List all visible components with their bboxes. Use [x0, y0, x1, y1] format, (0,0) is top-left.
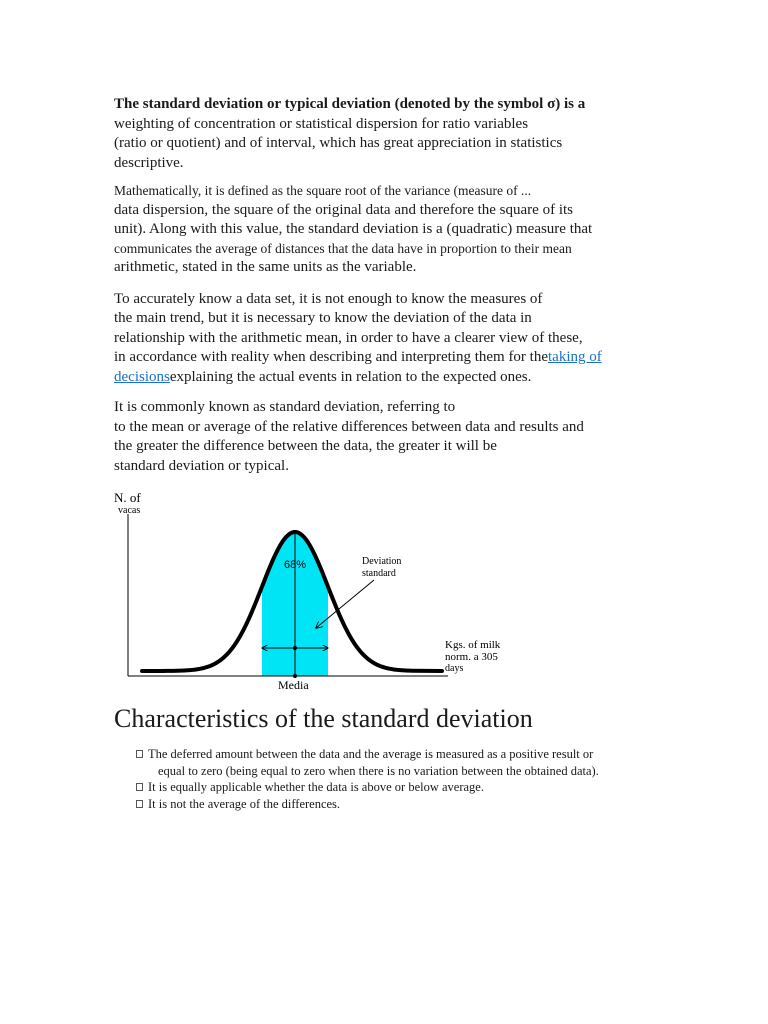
normal-curve-diagram: [112, 486, 532, 696]
text-fragment: in accordance with reality when describing and interpreting them for the: [114, 349, 549, 365]
deviation-label-line2: standard: [362, 568, 396, 579]
text-line: To accurately know a data set, it is not enough to know the measures of: [114, 290, 543, 307]
paragraph-mathematical: [114, 182, 674, 278]
bullet-box-icon: [136, 800, 143, 808]
normal-distribution-figure: [112, 486, 532, 696]
list-item-text: It is not the average of the differences.: [148, 796, 341, 811]
x-axis-label-line3: days: [445, 663, 464, 674]
definition-heading-line: The standard deviation or typical deviation (denoted by the symbol σ) is a: [114, 96, 586, 112]
text-line: Mathematically, it is defined as the square root of the variance (measure of ...: [114, 183, 532, 198]
deviation-label-line1: Deviation: [362, 556, 402, 567]
x-axis-label-line1: Kgs. of milk: [445, 639, 501, 651]
text-line: descriptive.: [114, 154, 184, 171]
list-item-text: It is equally applicable whether the data is above or below average.: [148, 780, 484, 794]
text-line: the greater the difference between the data, the greater it will be: [114, 438, 497, 454]
list-item-text-continued: equal to zero (being equal to zero when there is no variation between the obtained data).: [158, 763, 599, 778]
text-line: (ratio or quotient) and of interval, which has great appreciation in statistics: [114, 135, 563, 151]
percent-label: 68%: [284, 559, 307, 571]
paragraph-definition: [114, 95, 674, 173]
bullet-box-icon: [136, 750, 143, 758]
x-axis-label-line2: norm. a 305: [445, 651, 498, 663]
text-fragment: explaining the actual events in relation to the expected ones.: [169, 368, 532, 385]
text-line: relationship with the arithmetic mean, in order to have a clearer view of these,: [114, 329, 583, 346]
mean-label: Media: [278, 678, 309, 692]
decision-making-link[interactable]: taking of: [548, 349, 602, 365]
section-title: Characteristics of the standard deviation: [114, 704, 533, 733]
text-line: weighting of concentration or statistical dispersion for ratio variables: [114, 115, 529, 132]
bullet-box-icon: [136, 783, 143, 791]
text-line: communicates the average of distances that the data have in proportion to their mean: [114, 240, 572, 256]
text-line: the main trend, but it is necessary to know the deviation of the data in: [114, 310, 532, 326]
text-line: [114, 348, 674, 368]
list-item: [114, 796, 674, 813]
text-line: unit). Along with this value, the standard deviation is a (quadratic) measure that: [114, 221, 593, 237]
text-line: standard deviation or typical.: [114, 457, 289, 474]
list-item: [114, 779, 674, 796]
document-page: [114, 95, 674, 812]
text-line: to the mean or average of the relative differences between data and results and: [114, 418, 584, 435]
list-item-text: The deferred amount between the data and the average is measured as a positive result or: [148, 747, 594, 761]
characteristics-list: [114, 746, 674, 812]
mean-point: [293, 646, 297, 650]
text-line: arithmetic, stated in the same units as the variable.: [114, 259, 417, 275]
y-axis-label-line2: vacas: [118, 505, 141, 516]
text-line: It is commonly known as standard deviation, referring to: [114, 399, 456, 415]
paragraph-data-set: [114, 290, 674, 388]
decision-making-link-continued[interactable]: decisions: [114, 368, 170, 385]
list-item: [114, 746, 674, 779]
paragraph-common-name: [114, 398, 674, 476]
y-axis-label-line1: N. of: [114, 490, 141, 505]
text-line: data dispersion, the square of the original data and therefore the square of its: [114, 201, 574, 218]
text-line: [114, 368, 674, 388]
